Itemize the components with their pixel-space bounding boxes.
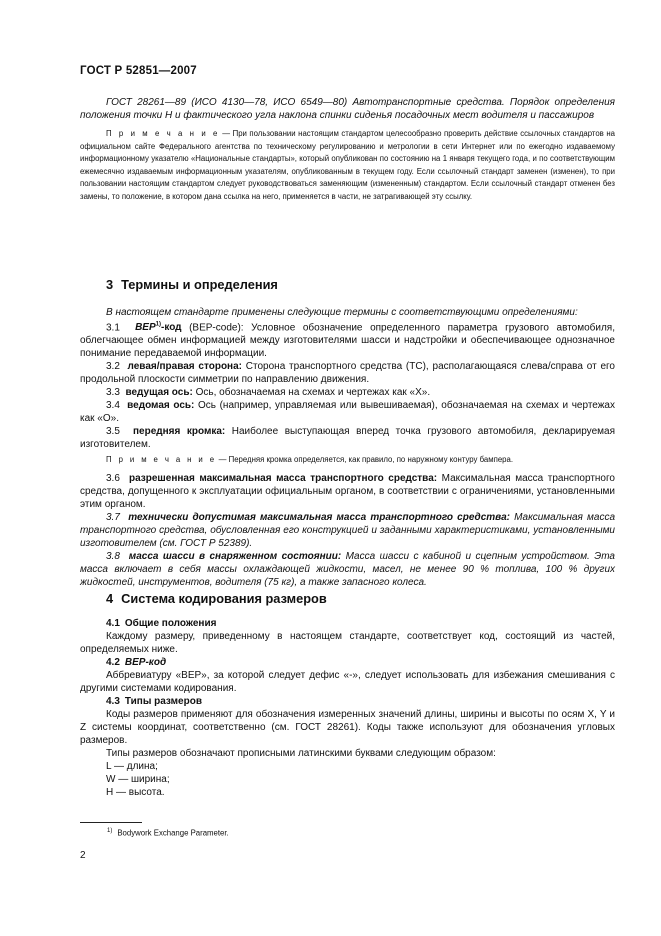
subsection-number: 4.2: [106, 657, 120, 668]
term-3-5-note: [80, 454, 615, 466]
subsection-4-1-heading: [80, 617, 615, 630]
section-4-body: [80, 617, 615, 799]
term-number: 3.1: [106, 322, 120, 334]
list-item: L — длина;: [106, 761, 158, 772]
dimension-types-intro: Типы размеров обозначают прописными латинскими буквами следующим образом:: [106, 748, 496, 759]
term-name: технически допустимая максимальная масса транспортного средства:: [128, 512, 510, 524]
note-text: — Передняя кромка определяется, как правило, по наружному контуру бампера.: [216, 455, 513, 465]
subsection-title: BEP-код: [124, 657, 167, 668]
term-3-8: [80, 550, 615, 589]
term-3-6: [80, 472, 615, 511]
document-header: ГОСТ Р 52851—2007: [80, 65, 197, 77]
term-number: 3.7: [106, 512, 120, 524]
term-number: 3.2: [106, 361, 120, 373]
term-definition: Максимальная масса транспортного средства, обусловленная его конструкцией и заданными характеристиками, установленными изготовителем (см. ГОСТ Р 52389).: [80, 512, 615, 550]
term-definition: Наиболее выступающая вперед точка грузового автомобиля, декларируемая изготовителем.: [80, 426, 615, 451]
term-name: ведомая ось:: [127, 400, 195, 412]
subsection-4-2-text: Аббревиатуру «BEP», за которой следует дефис «-», следует использовать для избежания смешивания с другими системами кодирования.: [80, 670, 615, 694]
term-definition: Ось (например, управляемая или вывешиваемая), обозначаемая на схемах и чертежах как «O».: [80, 400, 615, 425]
term-number: 3.4: [106, 400, 120, 412]
subsection-4-2-heading: [80, 656, 615, 669]
normative-reference: ГОСТ 28261—89 (ИСО 4130—78, ИСО 6549—80) Автотранспортные средства. Порядок определения положения точки H и фактического угла наклона спинки сиденья посадочных мест водителя и пассажиров: [80, 97, 615, 121]
term-name: ведущая ось:: [125, 387, 193, 399]
section-4-heading: [80, 591, 327, 607]
term-3-7: [80, 511, 615, 550]
term-number: 3.5: [106, 426, 120, 438]
term-number: 3.8: [106, 551, 120, 563]
section-3-intro: В настоящем стандарте применены следующие термины с соответствующими определениями:: [106, 307, 578, 318]
subsection-number: 4.3: [106, 696, 120, 707]
term-name-tail: -код: [160, 322, 182, 334]
term-3-2: [80, 360, 615, 386]
term-number: 3.6: [106, 473, 120, 485]
footnote-ref: 1): [155, 322, 161, 328]
subsection-4-1-text: Каждому размеру, приведенному в настоящем стандарте, соответствует код, состоящий из частей, определяемых ниже.: [80, 631, 615, 655]
subsection-number: 4.1: [106, 618, 120, 629]
list-item: W — ширина;: [106, 774, 170, 785]
term-3-3: [80, 386, 615, 399]
note-label: П р и м е ч а н и е: [106, 455, 217, 465]
note-label: П р и м е ч а н и е: [106, 129, 220, 138]
footnote-separator: [80, 822, 142, 823]
term-definition: (BEP-code): Условное обозначение определенного параметра грузового автомобиля, облегчающее обмен информацией между изготовителями шасси и надстройки и обеспечивающее однозначное понимание передаваемой информации.: [80, 322, 615, 360]
subsection-title: Типы размеров: [124, 696, 202, 707]
page-number: 2: [80, 850, 86, 861]
term-name: масса шасси в снаряженном состоянии:: [128, 551, 342, 563]
term-definition: Ось, обозначаемая на схемах и чертежах как «X».: [192, 387, 431, 399]
term-definition: Максимальная масса транспортного средства, допущенного к эксплуатации официальным органом, в соответствии с ограничениями, установленными этим органом.: [80, 473, 615, 511]
subsection-title: Общие положения: [124, 618, 217, 629]
term-name: BEP: [135, 322, 156, 334]
term-definition: Масса шасси с кабиной и сцепным устройством. Эта масса включает в себя массы охлаждающей жидкости, масел, не менее 90 % топлива, 100 % других жидкостей, инструментов, водителя (75 кг), а также запасного колеса.: [80, 551, 615, 589]
term-number: 3.3: [106, 387, 120, 399]
section-3-heading: [80, 277, 278, 293]
term-3-5: [80, 425, 615, 451]
term-3-1: [80, 319, 615, 360]
section-title: Термины и определения: [121, 277, 278, 292]
term-name: левая/правая сторона:: [127, 361, 242, 373]
references-note: [80, 128, 615, 204]
subsection-4-3-heading: [80, 695, 615, 708]
term-3-4: [80, 399, 615, 425]
note-text: — При пользовании настоящим стандартом целесообразно проверить действие ссылочных стандартов на официальном сайте Федерального агентства по техническому регулированию и метрологии в сети Интернет или по ежегодно издаваемому информационному указателю «Национальные стандарты», который опубликован по состоянию на 1 января текущего года, и по соответствующим ежемесячно издаваемым информационным указателям, опубликованным в текущем году. Если ссылочный стандарт заменен (изменен), то при пользовании настоящим стандартом следует руководствоваться заменяющим (измененным) стандартом. Если ссылочный стандарт отменен без замены, то положение, в котором дана ссылка на него, применяется в части, не затрагивающей эту ссылку.: [80, 129, 615, 201]
section-3-body: [80, 306, 615, 589]
section-number: 4: [106, 591, 114, 606]
references-block: [80, 96, 615, 204]
term-definition: Сторона транспортного средства (ТС), располагающаяся слева/справа от его продольной плоскости симметрии по направлению движения.: [80, 361, 615, 386]
subsection-4-3-text: Коды размеров применяют для обозначения измеренных значений длины, ширины и высоты по осям X, Y и Z системы координат, соответственно (см. ГОСТ 28261). Коды также используют для обозначения угловых размеров.: [80, 709, 615, 746]
term-name: разрешенная максимальная масса транспортного средства:: [129, 473, 438, 485]
footnote-text: Bodywork Exchange Parameter.: [117, 828, 229, 838]
list-item: H — высота.: [106, 787, 165, 798]
section-number: 3: [106, 277, 114, 292]
term-name: передняя кромка:: [132, 426, 226, 438]
section-title: Система кодирования размеров: [121, 591, 327, 606]
footnote: [107, 828, 229, 838]
footnote-mark: 1): [107, 828, 113, 834]
